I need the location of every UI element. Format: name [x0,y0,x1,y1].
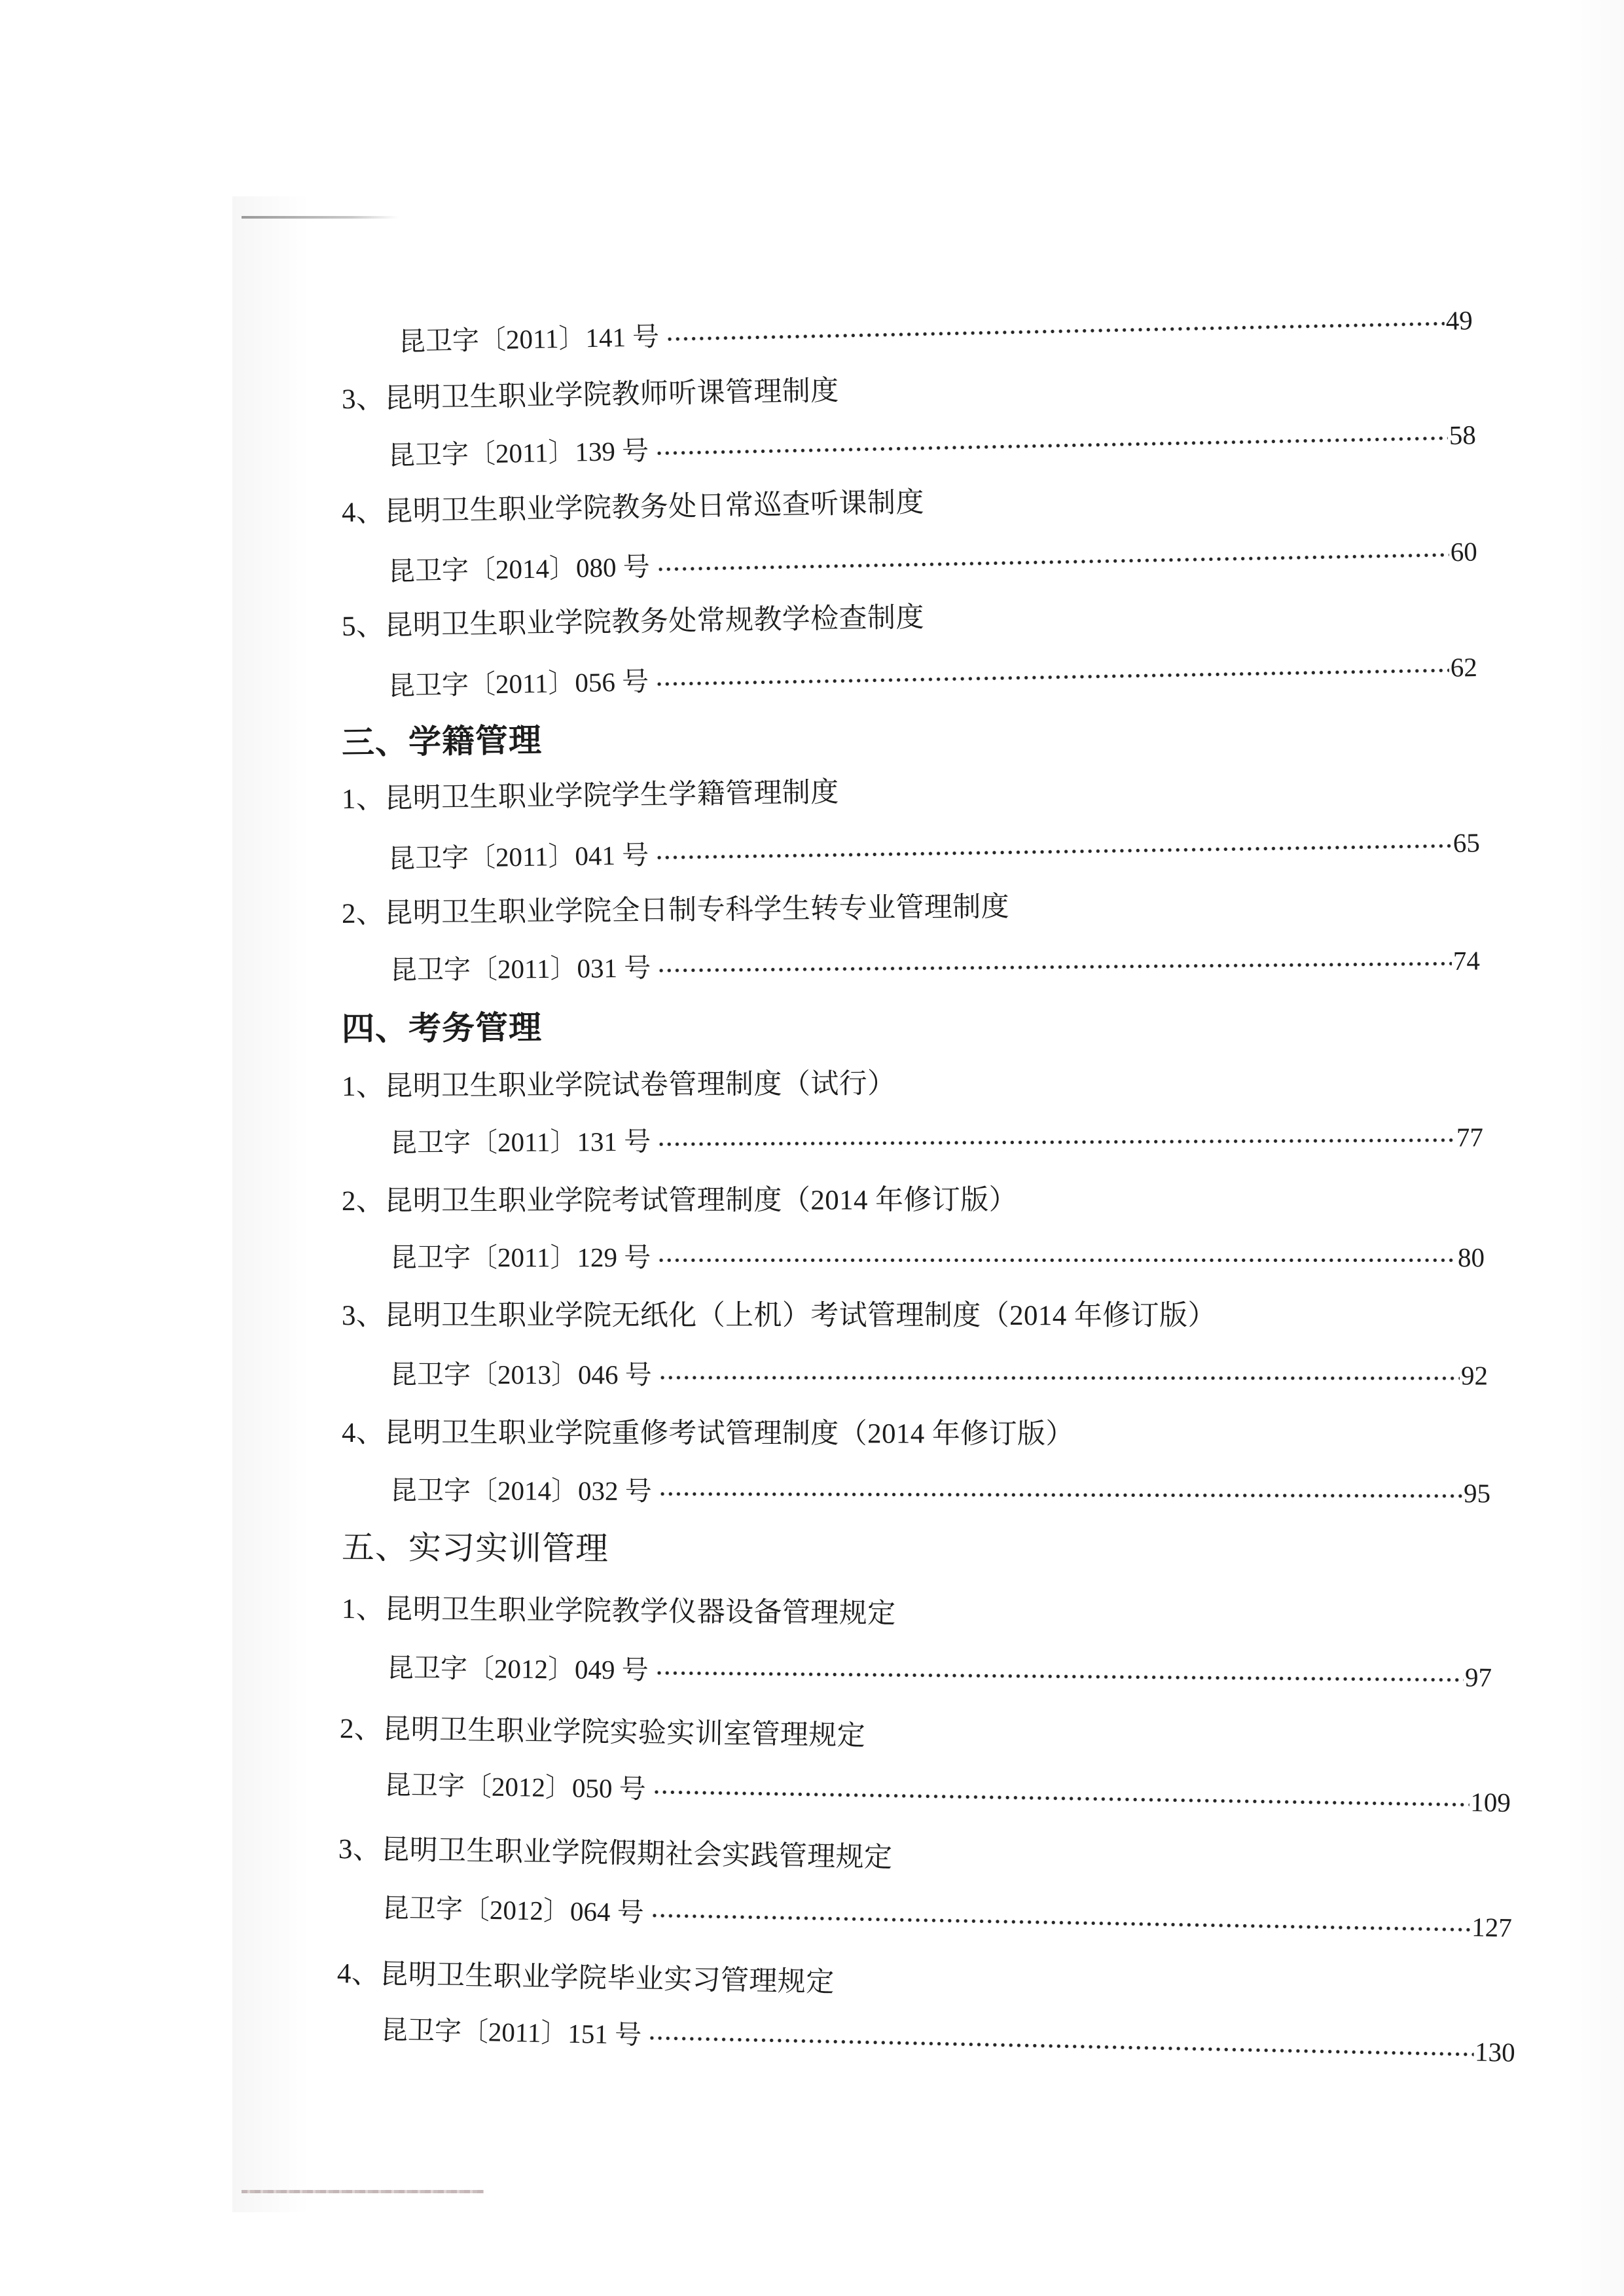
page-number: 62 [1450,651,1478,683]
document-number: 昆卫字〔2011〕041 号 [388,840,649,874]
toc-entry-code-row [390,1356,1488,1393]
dot-leader [659,1356,1460,1393]
dot-leader [666,302,1445,355]
document-number: 昆卫字〔2011〕151 号 [380,2015,642,2050]
page-number: 49 [1445,305,1473,336]
scan-shadow [232,196,311,2212]
document-number: 昆卫字〔2011〕139 号 [388,435,649,471]
page-number: 130 [1474,2036,1516,2068]
dot-leader [657,942,1452,986]
toc-entry-code-row [390,1119,1483,1161]
scan-shadow [1565,0,1624,2296]
toc-entry-code-row [388,533,1477,590]
section-heading: 三、学籍管理 [341,721,543,761]
document-number: 昆卫字〔2013〕046 号 [389,1359,652,1390]
page-number: 95 [1463,1478,1491,1509]
toc-item-title: 2、昆明卫生职业学院实验实训室管理规定 [339,1713,866,1752]
toc-item-title: 3、昆明卫生职业学院假期社会实践管理规定 [338,1834,893,1874]
scan-edge-mark [242,2190,484,2193]
toc-entry-code-row [380,2011,1515,2071]
toc-item-title: 1、昆明卫生职业学院学生学籍管理制度 [341,777,839,815]
dot-leader [655,1652,1464,1696]
dot-leader [656,533,1449,584]
page-number: 60 [1450,536,1478,567]
document-number: 昆卫字〔2012〕064 号 [382,1893,645,1928]
toc-entry-code-row [390,1472,1490,1511]
dot-leader [652,1770,1469,1820]
page-number: 65 [1453,827,1481,858]
dot-leader [648,2017,1474,2070]
toc-entry-code-row [388,649,1478,704]
toc-item-title: 3、昆明卫生职业学院无纸化（上机）考试管理制度（2014 年修订版） [342,1300,1216,1331]
toc-entry-code-row [382,1890,1513,1946]
toc-item-title: 4、昆明卫生职业学院毕业实习管理规定 [336,1958,835,1998]
dot-leader [655,417,1449,469]
toc-item-title: 5、昆明卫生职业学院教务处常规教学检查制度 [341,602,925,642]
toc-item-title: 2、昆明卫生职业学院考试管理制度（2014 年修订版） [341,1185,1018,1217]
document-number: 昆卫字〔2011〕131 号 [389,1126,651,1158]
toc-entry-code-row [388,824,1481,877]
toc-item-title: 2、昆明卫生职业学院全日制专科学生转专业管理制度 [341,891,1010,929]
dot-leader [650,1894,1471,1945]
document-number: 昆卫字〔2014〕080 号 [388,551,651,586]
page-number: 74 [1453,945,1481,976]
document-number: 昆卫字〔2014〕032 号 [389,1475,652,1507]
document-number: 昆卫字〔2012〕050 号 [384,1770,647,1804]
toc-item-title: 1、昆明卫生职业学院教学仪器设备管理规定 [341,1594,896,1630]
toc-entry-code-row [390,1239,1485,1276]
document-number: 昆卫字〔2012〕049 号 [386,1653,649,1685]
dot-leader [657,1239,1456,1276]
page-number: 77 [1456,1122,1484,1153]
toc-entry-code-row [388,416,1476,474]
section-heading: 四、考务管理 [341,1009,543,1047]
document-number: 昆卫字〔2011〕141 号 [398,321,660,357]
page-number: 58 [1449,420,1477,450]
page-number: 80 [1458,1242,1485,1272]
section-heading: 五、实习实训管理 [341,1529,609,1568]
dot-leader [655,649,1450,700]
toc-item-title: 4、昆明卫生职业学院教务处日常巡查听课制度 [341,487,925,528]
page-number: 109 [1470,1787,1511,1818]
document-number: 昆卫字〔2011〕031 号 [389,952,651,985]
toc-item-title: 1、昆明卫生职业学院试卷管理制度（试行） [341,1068,896,1102]
toc-entry-code-row [387,1649,1492,1696]
toc-item-title: 4、昆明卫生职业学院重修考试管理制度（2014 年修订版） [341,1418,1074,1450]
dot-leader [659,1473,1462,1511]
scan-edge-mark [242,216,399,219]
toc-entry-code-row [398,302,1473,360]
dot-leader [657,1119,1455,1159]
page-number: 97 [1464,1662,1492,1693]
document-number: 昆卫字〔2011〕129 号 [390,1242,651,1272]
dot-leader [655,825,1452,873]
toc-item-title: 3、昆明卫生职业学院教师听课管理制度 [341,375,839,415]
document-number: 昆卫字〔2011〕056 号 [388,666,649,701]
toc-entry-code-row [390,942,1480,988]
page-number: 127 [1471,1912,1513,1943]
toc-entry-code-row [384,1767,1511,1821]
page-number: 92 [1460,1360,1489,1391]
